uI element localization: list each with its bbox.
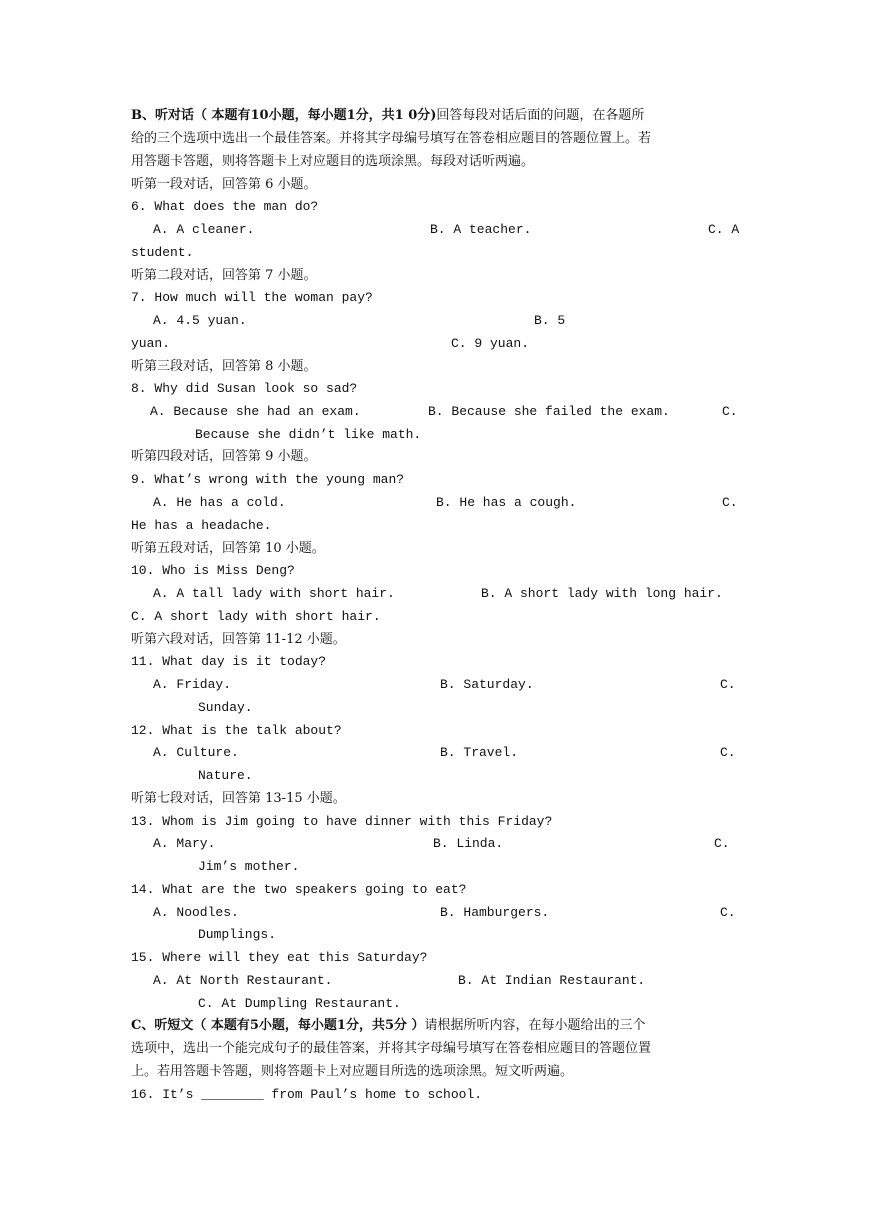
section-b-instruction-2: 给的三个选项中选出一个最佳答案。并将其字母编号填写在答卷相应题目的答题位置上。若 (131, 131, 652, 146)
question-8-option-a: A. Because she had an exam. (150, 404, 361, 419)
question-13-option-a: A. Mary. (153, 836, 216, 851)
dialogue-6-prompt: 听第六段对话，回答第 11-12 小题。 (131, 632, 346, 647)
question-9-stem: 9. What’s wrong with the young man? (131, 472, 405, 487)
question-10-option-a: A. A tall lady with short hair. (153, 586, 395, 601)
question-11-stem: 11. What day is it today? (131, 654, 327, 669)
question-13-option-c-cont: Jim’s mother. (198, 859, 300, 874)
question-12-option-a: A. Culture. (153, 745, 239, 760)
question-9-option-c-cont: He has a headache. (131, 518, 272, 533)
question-15-stem: 15. Where will they eat this Saturday? (131, 950, 428, 965)
question-12-option-b: B. Travel. (440, 745, 519, 760)
section-c-heading: C、听短文（ 本题有5小题，每小题1分，共5分 ） (131, 1018, 425, 1033)
question-10-stem: 10. Who is Miss Deng? (131, 563, 295, 578)
question-7-option-b: B. 5 (534, 313, 566, 328)
question-7-option-b-cont: yuan. (131, 336, 171, 351)
question-10-option-b: B. A short lady with long hair. (481, 586, 723, 601)
dialogue-2-prompt: 听第二段对话，回答第 7 小题。 (131, 268, 317, 283)
question-11-option-c: C. (720, 677, 736, 692)
question-12-stem: 12. What is the talk about? (131, 723, 342, 738)
question-13-option-c: C. (714, 836, 730, 851)
question-12-option-c-cont: Nature. (198, 768, 253, 783)
question-9-option-a: A. He has a cold. (153, 495, 286, 510)
question-12-option-c: C. (720, 745, 736, 760)
question-11-option-a: A. Friday. (153, 677, 232, 692)
section-b-instruction-1: 回答每段对话后面的问题，在各题所 (436, 108, 645, 123)
question-6-option-c: C. A (708, 222, 740, 237)
section-b-instruction-3: 用答题卡答题，则将答题卡上对应题目的选项涂黑。每段对话听两遍。 (131, 154, 535, 169)
question-11-option-c-cont: Sunday. (198, 700, 253, 715)
question-6-option-c-cont: student. (131, 245, 194, 260)
section-c-instruction-3: 上。若用答题卡答题，则将答题卡上对应题目所选的选项涂黑。短文听两遍。 (131, 1064, 574, 1079)
question-8-option-b: B. Because she failed the exam. (428, 404, 670, 419)
dialogue-7-prompt: 听第七段对话，回答第 13-15 小题。 (131, 791, 346, 806)
question-7-option-a: A. 4.5 yuan. (153, 313, 247, 328)
question-15-option-b: B. At Indian Restaurant. (458, 973, 646, 988)
section-b-instructions (131, 106, 644, 126)
question-14-option-c-cont: Dumplings. (198, 927, 277, 942)
dialogue-3-prompt: 听第三段对话，回答第 8 小题。 (131, 359, 317, 374)
question-8-stem: 8. Why did Susan look so sad? (131, 381, 358, 396)
question-14-option-c: C. (720, 905, 736, 920)
section-c-instruction-2: 选项中，选出一个能完成句子的最佳答案，并将其字母编号填写在答卷相应题目的答题位置 (131, 1041, 652, 1056)
question-14-stem: 14. What are the two speakers going to eat? (131, 882, 467, 897)
question-15-option-c: C. At Dumpling Restaurant. (198, 996, 401, 1011)
question-9-option-b: B. He has a cough. (436, 495, 577, 510)
question-9-option-c: C. (722, 495, 738, 510)
question-8-option-c: C. (722, 404, 738, 419)
question-8-option-c-cont: Because she didn’t like math. (195, 427, 422, 442)
section-c-instructions (131, 1016, 646, 1036)
question-10-option-c: C. A short lady with short hair. (131, 609, 381, 624)
question-14-option-a: A. Noodles. (153, 905, 239, 920)
dialogue-1-prompt: 听第一段对话，回答第 6 小题。 (131, 177, 317, 192)
question-14-option-b: B. Hamburgers. (440, 905, 550, 920)
section-b-heading: B、听对话（ 本题有10小题，每小题1分，共1 0分) (131, 108, 437, 123)
question-16-stem: 16. It’s ________ from Paul’s home to school. (131, 1087, 483, 1102)
question-6-option-a: A. A cleaner. (153, 222, 255, 237)
dialogue-5-prompt: 听第五段对话，回答第 10 小题。 (131, 541, 325, 556)
question-7-stem: 7. How much will the woman pay? (131, 290, 373, 305)
question-13-option-b: B. Linda. (433, 836, 504, 851)
question-6-option-b: B. A teacher. (430, 222, 532, 237)
section-c-instruction-1: 请根据所听内容，在每小题给出的三个 (424, 1018, 646, 1033)
question-11-option-b: B. Saturday. (440, 677, 534, 692)
question-13-stem: 13. Whom is Jim going to have dinner with this Friday? (131, 814, 553, 829)
dialogue-4-prompt: 听第四段对话，回答第 9 小题。 (131, 449, 317, 464)
question-15-option-a: A. At North Restaurant. (153, 973, 333, 988)
question-7-option-c: C. 9 yuan. (451, 336, 530, 351)
question-6-stem: 6. What does the man do? (131, 199, 319, 214)
